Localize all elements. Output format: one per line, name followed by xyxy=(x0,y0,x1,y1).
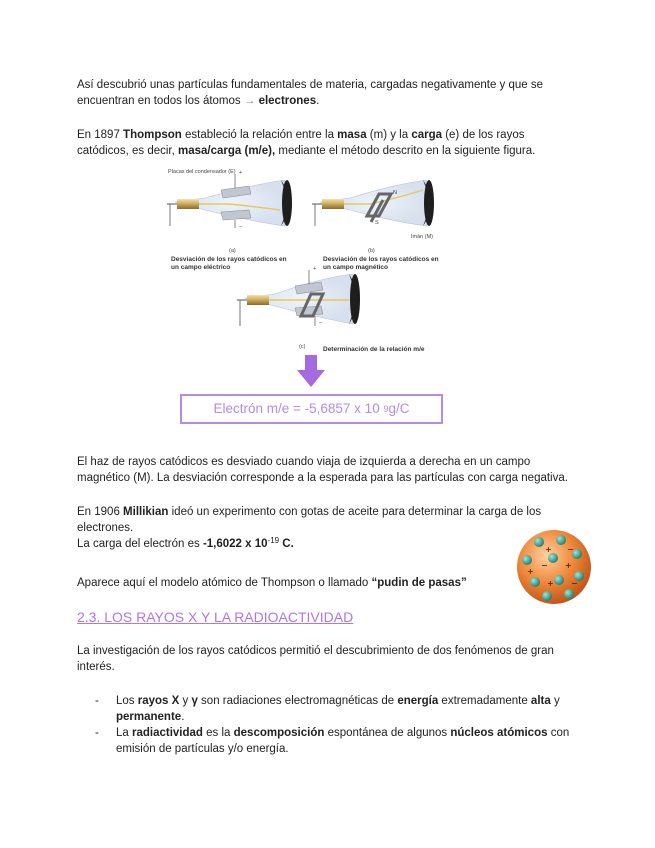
text-segment: y xyxy=(179,695,192,707)
text-segment: son radiaciones electromagnéticas de xyxy=(197,695,398,707)
text-segment: y xyxy=(550,695,560,707)
deflection-paragraph: El haz de rayos catódicos es desviado cuando viaja de izquierda a derecha en un campo magnético (M). La desviación corresponde a la esperada para las partículas con carga negativa. xyxy=(77,456,568,484)
down-arrow-icon xyxy=(296,355,326,389)
north-pole-label: N xyxy=(393,190,397,196)
text-segment: La xyxy=(116,727,132,739)
text-segment: (e) de los rayos catódicos, es decir, xyxy=(77,129,525,157)
text-segment: En 1906 xyxy=(77,506,124,518)
text-segment: (m) y la xyxy=(366,129,412,141)
millikian-term: Millikian xyxy=(123,506,169,518)
atom-minus-sign: − xyxy=(541,561,548,570)
period: . xyxy=(316,95,320,107)
figure-b-label: (b) xyxy=(368,248,375,254)
text-segment: Aparece aquí el modelo atómico de Thompson o llamado xyxy=(77,577,372,589)
list-dash: - xyxy=(95,727,99,739)
caption-electric: Desviación de los rayos catódicos en un campo eléctrico xyxy=(171,256,287,271)
cathode-ray-figure xyxy=(165,166,450,356)
energia-term: energía xyxy=(397,695,439,707)
south-pole-label: S xyxy=(375,220,379,226)
text-segment: es la xyxy=(202,727,234,739)
electrones-term: electrones xyxy=(258,95,317,107)
text-segment: mediante el método descrito en la siguiente figura. xyxy=(275,145,536,157)
rayos-x-term: rayos X xyxy=(137,695,180,707)
figure-c-label: (c) xyxy=(299,344,306,350)
arrow-symbol: → xyxy=(243,95,256,107)
formula-unit: g/C xyxy=(388,401,410,416)
text-segment: En 1897 xyxy=(77,129,124,141)
phenomena-list xyxy=(95,693,585,757)
tube-combined-field xyxy=(237,270,360,326)
atom-plus-sign: + xyxy=(547,579,554,588)
atom-minus-sign: − xyxy=(571,579,578,588)
text-segment: con emisión de partículas y/o energía. xyxy=(116,727,570,755)
thompson-term: Thompson xyxy=(123,129,182,141)
text-segment: espontánea de algunos xyxy=(324,727,451,739)
minus-sign: − xyxy=(319,320,323,326)
list-dash: - xyxy=(95,695,99,707)
carga-term: carga xyxy=(411,129,443,141)
caption-magnetic: Desviación de los rayos catódicos en un campo magnético xyxy=(323,256,439,271)
radiactividad-term: radiactividad xyxy=(132,727,203,739)
magnet-label: Imán (M) xyxy=(411,234,433,240)
text-segment: . xyxy=(181,711,185,723)
discovery-paragraph: La investigación de los rayos catódicos permitió el descubrimiento de dos fenómenos de gran interés. xyxy=(77,645,554,673)
text-segment: La carga del electrón es xyxy=(77,538,203,550)
alta-term: alta xyxy=(530,695,551,707)
gamma-term: γ xyxy=(191,695,198,707)
thompson-paragraph xyxy=(77,127,577,159)
list-item xyxy=(95,725,585,757)
text-segment: estableció la relación entre la xyxy=(181,129,338,141)
nucleos-atomicos-term: núcleos atómicos xyxy=(450,727,548,739)
text-segment: extremadamente xyxy=(438,695,531,707)
minus-sign: − xyxy=(239,224,243,230)
pudding-model-paragraph xyxy=(77,575,507,591)
text-segment: Los xyxy=(116,695,138,707)
atom-plus-sign: + xyxy=(527,567,534,576)
masa-term: masa xyxy=(337,129,367,141)
millikan-paragraph xyxy=(77,504,557,552)
section-heading-rayos-x: 2.3. LOS RAYOS X Y LA RADIOACTIVIDAD xyxy=(77,609,354,625)
tube-magnetic-field xyxy=(312,180,434,226)
thompson-atom-icon xyxy=(515,528,593,606)
electron-charge-value: -1,6022 x 10 xyxy=(202,538,268,550)
intro-paragraph xyxy=(77,77,577,109)
formula-exponent: 9 xyxy=(383,404,389,414)
pudin-de-pasas-term: “pudin de pasas” xyxy=(371,577,467,589)
capacitor-plates-label: Placas del condensador (E) xyxy=(168,169,236,175)
plus-sign: + xyxy=(313,266,317,272)
tube-electric-field xyxy=(167,174,292,228)
electron-ratio-formula xyxy=(180,394,443,424)
figure-a-label: (a) xyxy=(229,248,236,254)
plus-sign: + xyxy=(239,170,243,176)
permanente-term: permanente xyxy=(116,711,182,723)
atom-plus-sign: + xyxy=(545,545,552,554)
intro-text: Así descubrió unas partículas fundamentales de materia, cargadas negativamente y que se encuentran en todos los átomos xyxy=(77,79,544,107)
charge-exponent: -19 xyxy=(267,536,280,545)
caption-ratio: Determinación de la relación m/e xyxy=(323,346,425,353)
atom-minus-sign: − xyxy=(567,545,574,554)
ratio-term: masa/carga (m/e), xyxy=(178,145,276,157)
text-segment: ideó un experimento con gotas de aceite para determinar la carga de los electrones. xyxy=(77,506,542,534)
descomposicion-term: descomposición xyxy=(233,727,325,739)
formula-text: Electrón m/e = -5,6857 x 10 xyxy=(213,401,380,416)
list-item xyxy=(95,693,585,725)
atom-plus-sign: + xyxy=(565,561,572,570)
charge-unit: C. xyxy=(279,538,294,550)
